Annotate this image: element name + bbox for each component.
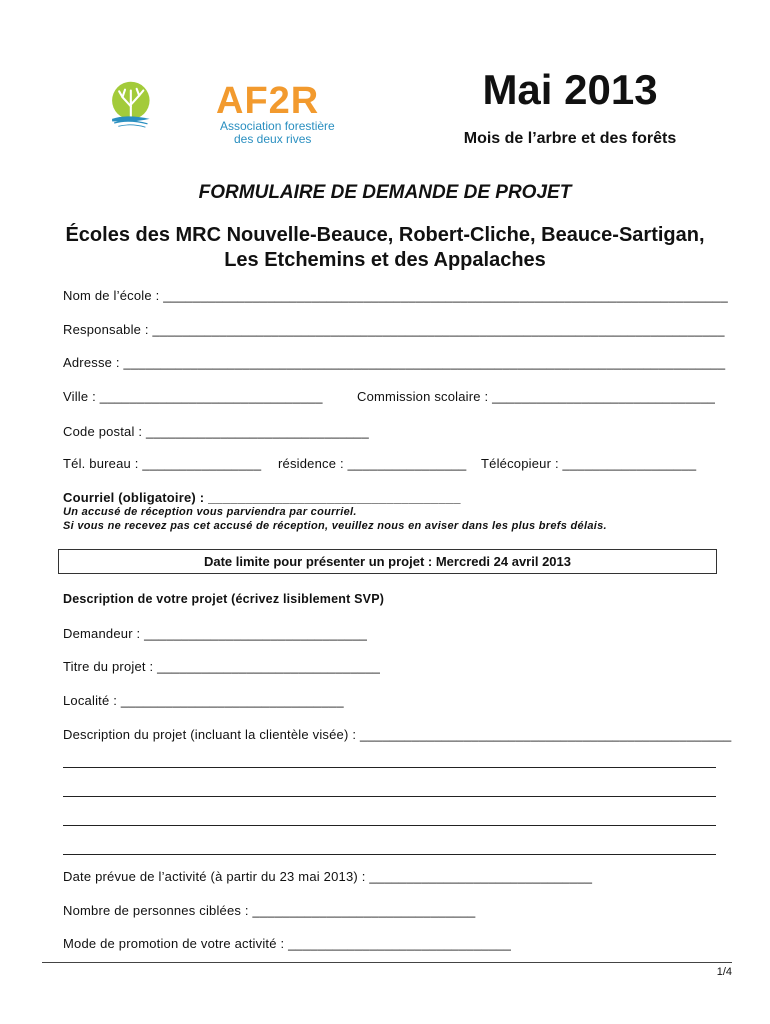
field-courriel[interactable]: Courriel (obligatoire) : __________________________________	[63, 490, 461, 505]
month-subtitle: Mois de l’arbre et des forêts	[463, 130, 677, 147]
field-ville[interactable]: Ville : ______________________________	[63, 389, 323, 404]
field-responsable[interactable]: Responsable : _____________________________________________________________________________	[63, 322, 725, 337]
field-nom-ecole[interactable]: Nom de l’école : ____________________________________________________________________________	[63, 288, 728, 303]
field-titre-projet[interactable]: Titre du projet : ______________________________	[63, 659, 381, 674]
form-title: FORMULAIRE DE DEMANDE DE PROJET	[198, 182, 572, 203]
schools-line2: Les Etchemins et des Appalaches	[224, 249, 546, 271]
field-demandeur[interactable]: Demandeur : ______________________________	[63, 626, 368, 641]
description-line[interactable]	[63, 796, 716, 797]
logo-line2: des deux rives	[234, 132, 312, 146]
field-code-postal[interactable]: Code postal : ______________________________	[63, 424, 369, 439]
schools-line1: Écoles des MRC Nouvelle-Beauce, Robert-Cliche, Beauce-Sartigan,	[65, 224, 705, 246]
project-heading: Description de votre projet (écrivez lisiblement SVP)	[63, 592, 385, 606]
field-description[interactable]: Description du projet (incluant la clientèle visée) : __________________________________________________	[63, 727, 732, 742]
af2r-logo-icon	[110, 48, 210, 163]
field-commission-scolaire[interactable]: Commission scolaire : ______________________________	[357, 389, 716, 404]
page-number: 1/4	[716, 966, 732, 978]
schools-heading	[40, 223, 730, 273]
field-adresse[interactable]: Adresse : _________________________________________________________________________________	[63, 355, 726, 370]
logo-text	[216, 82, 335, 146]
logo-name: AF2R	[216, 80, 320, 122]
description-line[interactable]	[63, 854, 716, 855]
field-date-prevue[interactable]: Date prévue de l’activité (à partir du 23 mai 2013) : ______________________________	[63, 869, 593, 884]
month-title: Mai 2013	[482, 66, 658, 113]
field-tel-bureau[interactable]: Tél. bureau : ________________	[63, 456, 262, 471]
logo-line1: Association forestière	[220, 119, 335, 133]
field-residence[interactable]: résidence : ________________	[278, 456, 467, 471]
field-nombre-personnes[interactable]: Nombre de personnes ciblées : ______________________________	[63, 903, 476, 918]
field-localite[interactable]: Localité : ______________________________	[63, 693, 344, 708]
field-telecopieur[interactable]: Télécopieur : __________________	[481, 456, 697, 471]
note-line2: Si vous ne recevez pas cet accusé de réception, veuillez nous en aviser dans les plus brefs délais.	[63, 520, 607, 532]
note-line1: Un accusé de réception vous parviendra par courriel.	[63, 506, 357, 518]
description-line[interactable]	[63, 825, 716, 826]
field-mode-promotion[interactable]: Mode de promotion de votre activité : ______________________________	[63, 936, 512, 951]
description-line[interactable]	[63, 767, 716, 768]
deadline-box: Date limite pour présenter un projet : Mercredi 24 avril 2013	[58, 549, 717, 574]
footer-divider	[42, 962, 732, 963]
